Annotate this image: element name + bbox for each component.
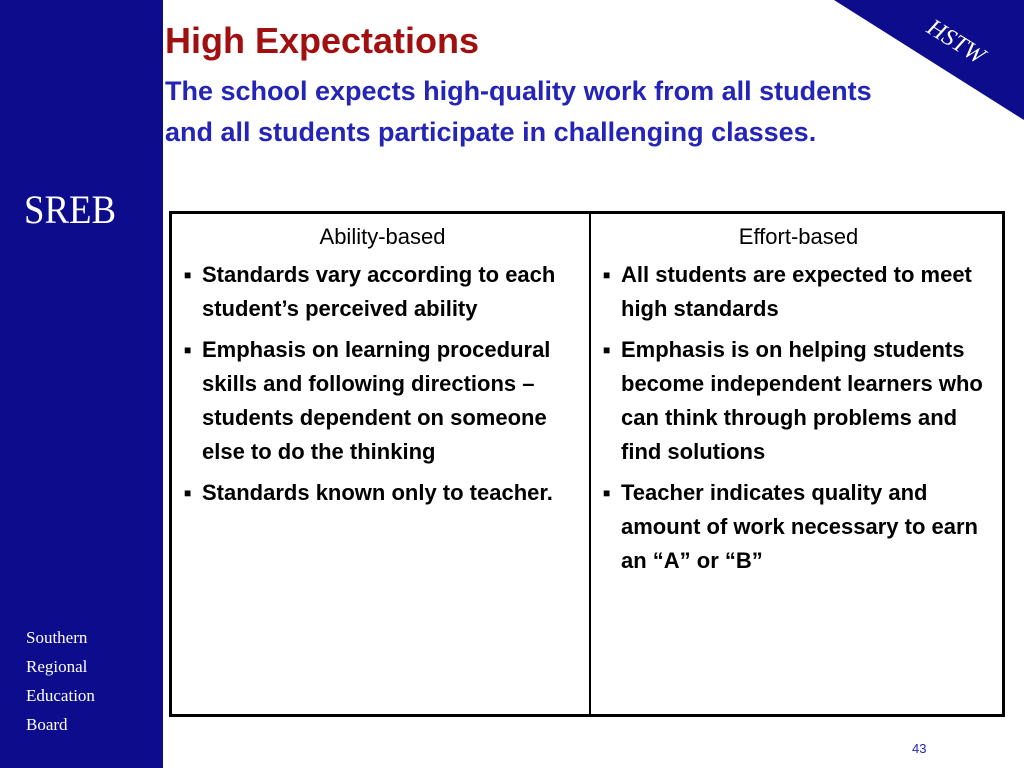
slide-subtitle: The school expects high-quality work from all students and all students participate in challenging classes. (165, 76, 872, 147)
list-item-text: Emphasis is on helping students become independent learners who can think through problems and find solutions (621, 337, 983, 464)
list-item (603, 258, 994, 326)
list-item-text: Teacher indicates quality and amount of work necessary to earn an “A” or “B” (621, 480, 978, 573)
ability-based-column (172, 214, 591, 714)
bullet-square-icon: ■ (603, 268, 611, 282)
bullet-square-icon: ■ (184, 268, 192, 282)
list-item (184, 476, 581, 510)
list-item (184, 333, 581, 469)
column-header: Effort-based (738, 224, 859, 249)
slide-title: High Expectations (165, 20, 480, 61)
bullet-square-icon: ■ (184, 343, 192, 357)
bullet-square-icon: ■ (603, 486, 611, 500)
org-line: Board (26, 715, 68, 734)
list-item (603, 476, 994, 578)
list-item (184, 258, 581, 326)
list-item-text: All students are expected to meet high standards (621, 262, 972, 321)
list-item-text: Standards vary according to each student’s perceived ability (202, 262, 556, 321)
sidebar (0, 0, 163, 768)
org-line: Southern (26, 628, 88, 647)
sreb-logo: SREB (24, 187, 117, 232)
list-item-text: Emphasis on learning procedural skills and following directions – students dependent on someone else to do the thinking (202, 337, 551, 464)
comparison-table (169, 211, 1005, 717)
effort-based-column (591, 214, 1002, 714)
bullet-square-icon: ■ (603, 343, 611, 357)
org-line: Education (26, 686, 95, 705)
org-line: Regional (26, 657, 88, 676)
list-item (603, 333, 994, 469)
organization-name (26, 623, 95, 739)
hstw-label: HSTW (922, 14, 990, 70)
bullet-square-icon: ■ (184, 486, 192, 500)
column-header: Ability-based (319, 224, 446, 249)
page-number: 43 (912, 741, 927, 756)
list-item-text: Standards known only to teacher. (202, 480, 553, 505)
